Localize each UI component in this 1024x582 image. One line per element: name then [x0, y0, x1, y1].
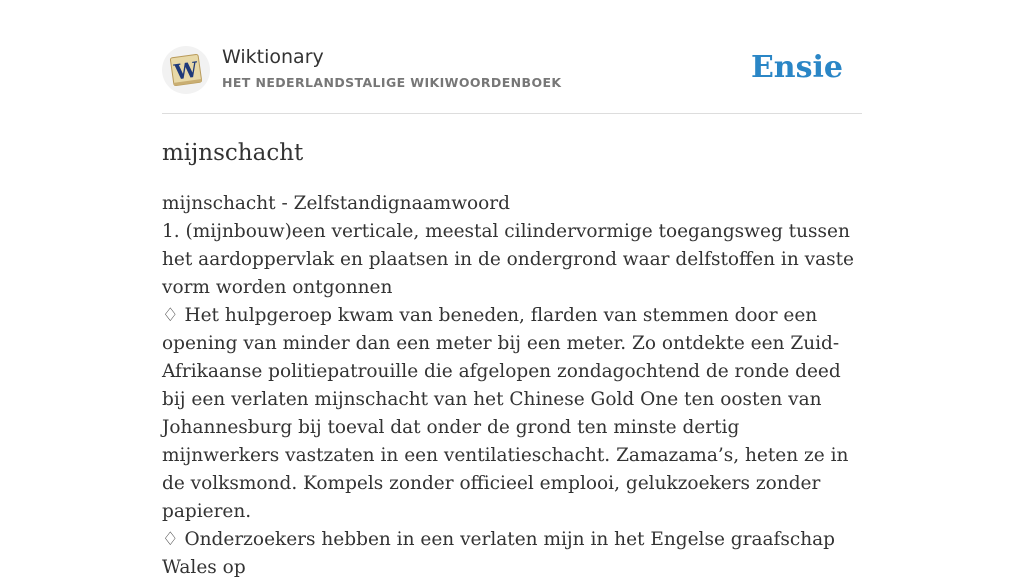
dictionary-entry	[162, 190, 862, 582]
entry-example: ♢ Onderzoekers hebben in een verlaten mijn in het Engelse graafschap Wales op	[162, 529, 836, 578]
logo-letter: W	[172, 56, 200, 85]
page-title: mijnschacht	[162, 140, 304, 166]
entry-example: ♢ Het hulpgeroep kwam van beneden, flarden van stemmen door een opening van minder dan een meter bij een meter. Zo ontdekte een Zuid-Afrikaanse politiepatrouille die afgelopen zondagochtend de ronde deed bij een verlaten mijnschacht van het Chinese Gold One ten oosten van Johannesburg bij toeval dat onder de grond ten minste dertig mijnwerkers vastzaten in een ventilatieschacht. Zamazama’s, heten ze in de volksmond. Kompels zonder officieel emplooi, gelukzoekers zonder papieren.	[162, 305, 849, 522]
ensie-brand-logo[interactable]: Ensie	[750, 50, 843, 85]
page-container	[162, 0, 862, 582]
site-subtitle: HET NEDERLANDSTALIGE WIKIWOORDENBOEK	[222, 75, 562, 90]
site-name[interactable]: Wiktionary	[222, 46, 324, 68]
entry-heading: mijnschacht - Zelfstandignaamwoord	[162, 193, 510, 214]
wiktionary-logo[interactable]	[162, 46, 210, 94]
site-header	[162, 0, 862, 114]
entry-definition: 1. (mijnbouw)een verticale, meestal cilindervormige toegangsweg tussen het aardoppervlak en plaatsen in de ondergrond waar delfstoffen in vaste vorm worden ontgonnen	[162, 221, 854, 298]
wiktionary-tile-icon	[162, 46, 210, 94]
